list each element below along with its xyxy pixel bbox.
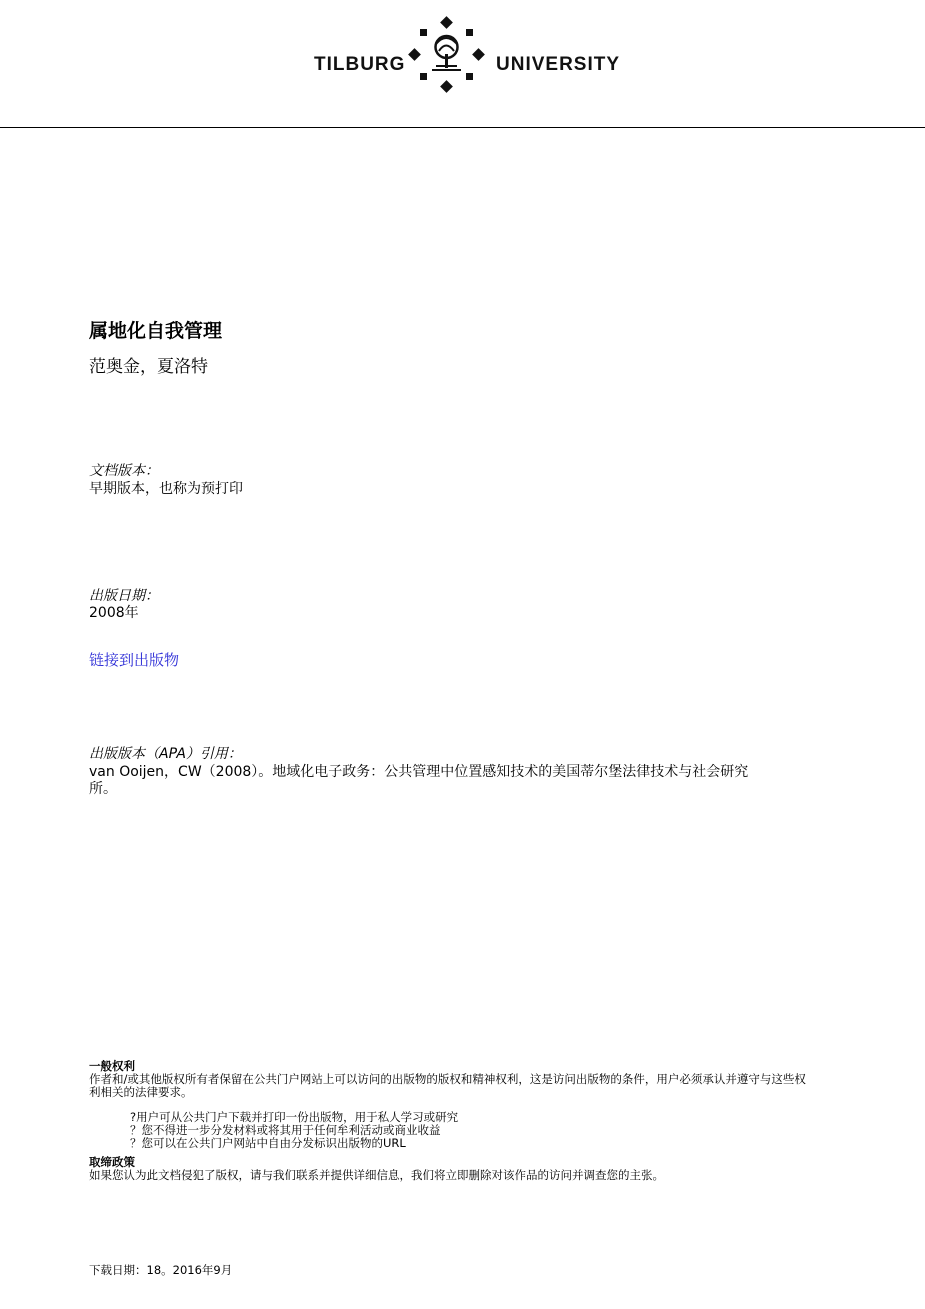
citation-label: 出版版本（APA）引用： [89, 746, 242, 762]
document-authors: 范奥金，夏洛特 [89, 357, 208, 377]
takedown-text: 如果您认为此文档侵犯了版权，请与我们联系并提供详细信息，我们将立即删除对该作品的访问并调查您的主张。 [89, 1168, 664, 1182]
tree-seal-icon [406, 14, 490, 100]
rights-bullet-2: ？您不得进一步分发材料或将其用于任何牟利活动或商业收益 [130, 1123, 441, 1137]
publication-link[interactable]: 链接到出版物 [89, 651, 180, 669]
date-label: 出版日期： [89, 588, 159, 604]
logo-text-left: TILBURG [314, 54, 406, 75]
takedown-heading: 取缔政策 [89, 1155, 135, 1169]
logo-text-right: UNIVERSITY [496, 54, 621, 75]
date-value: 2008年 [89, 605, 139, 621]
rights-text-line-1: 作者和/或其他版权所有者保留在公共门户网站上可以访问的出版物的版权和精神权利，这是访问出版物的条件，用户必须承认并遵守与这些权 [89, 1072, 806, 1086]
rights-bullet-1: ?用户可从公共门户下载并打印一份出版物，用于私人学习或研究 [130, 1110, 459, 1124]
version-value: 早期版本，也称为预打印 [89, 481, 243, 497]
rights-text-line-2: 利相关的法律要求。 [89, 1085, 193, 1099]
citation-line-2: 所。 [89, 781, 117, 797]
citation-line-1: van Ooijen，CW（2008）。地域化电子政务：公共管理中位置感知技术的美国蒂尔堡法律技术与社会研究 [89, 764, 749, 780]
rights-heading: 一般权利 [89, 1059, 135, 1073]
header-divider [0, 127, 925, 128]
download-date: 下载日期：18。2016年9月 [89, 1263, 233, 1277]
document-title: 属地化自我管理 [89, 320, 223, 342]
university-logo [0, 14, 925, 100]
rights-bullet-3: ？您可以在公共门户网站中自由分发标识出版物的URL [130, 1136, 406, 1150]
version-label: 文档版本： [89, 463, 159, 479]
